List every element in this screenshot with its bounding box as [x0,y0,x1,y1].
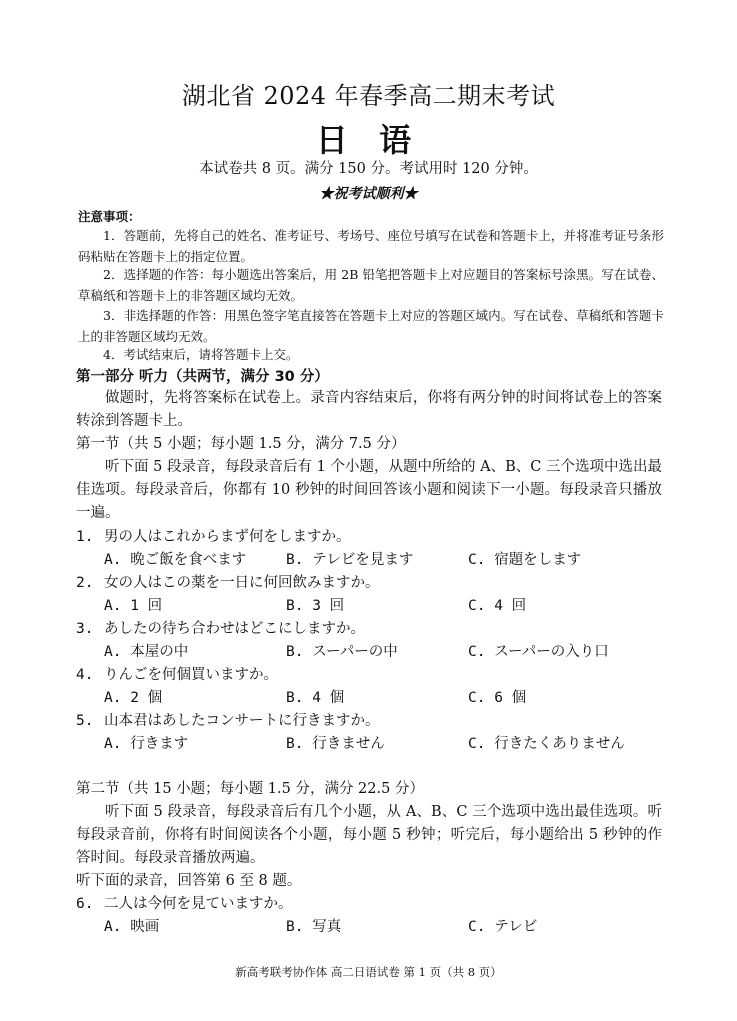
question-2 [76,572,676,595]
option-b: B. テレビを見ます [286,552,414,568]
good-luck-slogan: ★祝考试顺利★ [319,186,418,202]
section1-heading: 第一节（共 5 小题；每小题 1.5 分，满分 7.5 分） [76,436,406,452]
question-number: 2. [76,575,94,591]
option-a: A. 1 回 [104,598,163,614]
question-text: あしたの待ち合わせはどこにしますか。 [104,621,365,637]
option-c: C. 宿題をします [468,552,582,568]
question-1 [76,526,676,549]
question-3 [76,618,676,641]
section2-heading: 第二节（共 15 小题；每小题 1.5 分，满分 22.5 分） [76,781,424,797]
question-4 [76,664,676,687]
option-c: C. 6 個 [468,690,527,706]
listen-note: 听下面的录音，回答第 6 至 8 题。 [76,873,302,889]
question-text: 山本君はあしたコンサートに行きますか。 [104,713,380,729]
option-a: A. 本屋の中 [104,644,189,660]
question-text: 女の人はこの薬を一日に何回飲みますか。 [104,575,380,591]
section2-instruction: 听下面 5 段录音，每段录音后有几个小题，从 A、B、C 三个选项中选出最佳选项。听每段录音前，你将有时间阅读各个小题，每小题 5 秒钟；听完后，每小题给出 5 秒钟的作答时间。每段录音播放两遍。 [76,804,662,866]
option-c: C. スーパーの入り口 [468,644,609,660]
question-number: 6. [76,896,94,912]
notice-item: 1．答题前，先将自己的姓名、准考证号、考场号、座位号填写在试卷和答题卡上，并将准考证号条形码粘贴在答题卡上的指定位置。 [78,228,664,264]
option-c: C. 4 回 [468,598,527,614]
question-number: 3. [76,621,94,637]
question-number: 1. [76,529,94,545]
question-text: 男の人はこれからまず何をしますか。 [104,529,351,545]
option-a: A. 行きます [104,736,189,752]
part1-heading: 第一部分 听力（共两节，满分 30 分） [76,369,329,385]
option-b: B. 写真 [286,919,342,935]
option-b: B. 4 個 [286,690,345,706]
question-6 [76,893,676,916]
option-a: A. 晩ご飯を食べます [104,552,247,568]
exam-title: 湖北省 2024 年春季高二期末考试 [181,82,556,110]
option-a: A. 映画 [104,919,160,935]
part1-instruction: 做题时，先将答案标在试卷上。录音内容结束后，你将有两分钟的时间将试卷上的答案转涂到答题卡上。 [76,390,662,429]
option-c: C. テレビ [468,919,538,935]
question-text: りんごを何個買いますか。 [104,667,278,683]
option-b: B. スーパーの中 [286,644,398,660]
notice-item: 3．非选择题的作答：用黑色签字笔直接答在答题卡上对应的答题区域内。写在试卷、草稿纸和答题卡上的非答题区域均无效。 [78,308,664,344]
notice-item: 4．考试结束后，请将答题卡上交。 [103,347,299,362]
notice-heading: 注意事项： [78,209,141,224]
option-a: A. 2 個 [104,690,163,706]
question-number: 5. [76,713,94,729]
question-number: 4. [76,667,94,683]
option-c: C. 行きたくありません [468,736,625,752]
question-5 [76,710,676,733]
notice-item: 2．选择题的作答：每小题选出答案后，用 2B 铅笔把答题卡上对应题目的答案标号涂黑。写在试卷、草稿纸和答题卡上的非答题区域均无效。 [78,267,664,303]
option-b: B. 行きません [286,736,385,752]
exam-info: 本试卷共 8 页。满分 150 分。考试用时 120 分钟。 [199,161,538,177]
question-text: 二人は今何を見ていますか。 [104,896,293,912]
section1-instruction: 听下面 5 段录音，每段录音后有 1 个小题，从题中所给的 A、B、C 三个选项中选出最佳选项。每段录音后，你都有 10 秒钟的时间回答该小题和阅读下一小题。每段录音只播放一遍。 [76,459,662,521]
page-footer: 新高考联考协作体 高二日语试卷 第 1 页（共 8 页） [235,965,502,979]
option-b: B. 3 回 [286,598,345,614]
subject-title: 日 语 [315,121,422,159]
